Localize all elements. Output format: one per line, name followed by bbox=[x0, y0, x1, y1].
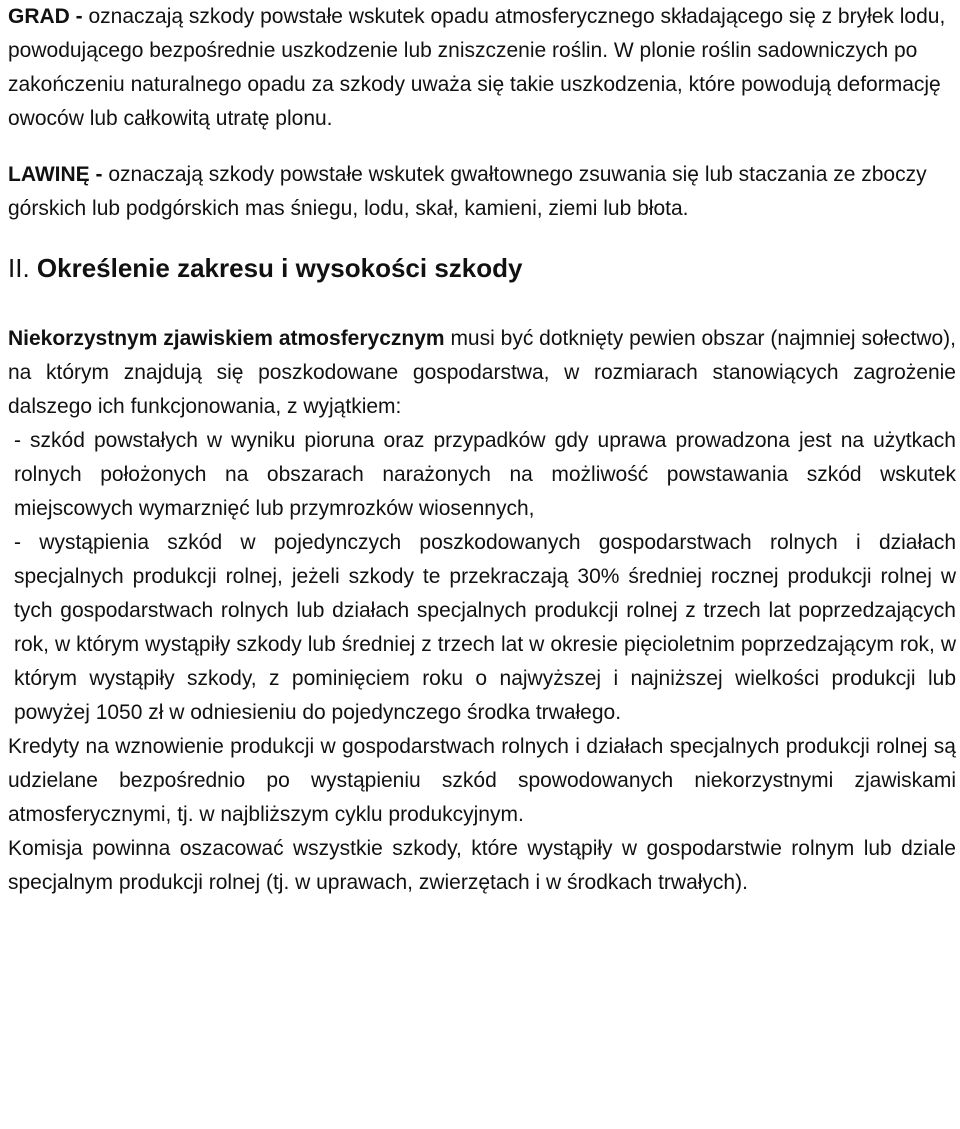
term-niekorzystnym: Niekorzystnym zjawiskiem atmosferycznym bbox=[8, 327, 445, 350]
exception-item-1: - szkód powstałych w wyniku pioruna oraz przypadków gdy uprawa prowadzona jest na użytkach rolnych położonych na obszarach narażonych na możliwość powstawania szkód wskutek miejscowych wymarznięć lub przymrozków wiosennych, bbox=[14, 429, 956, 520]
exception-item-2: - wystąpienia szkód w pojedynczych poszkodowanych gospodarstwach rolnych i działach specjalnych produkcji rolnej, jeżeli szkody te przekraczają 30% średniej rocznej produkcji rolnej w tych gospodarstwach rolnych lub działach specjalnych produkcji rolnej z trzech lat poprzedzających rok, w którym wystąpiły szkody lub średniej z trzech lat w okresie pięcioletnim poprzedzającym rok, w którym wystąpiły szkody, z pominięciem roku o najwyższej i najniższej wielkości produkcji lub powyżej 1050 zł w odniesieniu do pojedynczego środka trwałego. bbox=[14, 531, 956, 724]
paragraph-niekorzystnym-text: musi być dotknięty pewien obszar (najmniej sołectwo), na którym znajdują się poszkodowane gospodarstwa, w rozmiarach stanowiących zagrożenie dalszego ich funkcjonowania, z wyjątkiem: bbox=[8, 327, 956, 418]
definition-lawine-text: oznaczają szkody powstałe wskutek gwałtownego zsuwania się lub staczania ze zboczy górskich lub podgórskich mas śniegu, lodu, skał, kamieni, ziemi lub błota. bbox=[8, 163, 927, 220]
term-lawine: LAWINĘ - bbox=[8, 163, 103, 186]
definition-grad-text: oznaczają szkody powstałe wskutek opadu atmosferycznego składającego się z bryłek lodu, powodującego bezpośrednie uszkodzenie lub zniszczenie roślin. W plonie roślin sadowniczych po zakończeniu naturalnego opadu za szkody uważa się takie uszkodzenia, które powodują deformację owoców lub całkowitą utratę plonu. bbox=[8, 5, 946, 130]
definition-lawine bbox=[8, 158, 956, 226]
term-grad: GRAD - bbox=[8, 5, 83, 28]
section-title: Określenie zakresu i wysokości szkody bbox=[29, 253, 523, 283]
paragraph-komisja: Komisja powinna oszacować wszystkie szkody, które wystąpiły w gospodarstwie rolnym lub dziale specjalnym produkcji rolnej (tj. w uprawach, zwierzętach i w środkach trwałych). bbox=[8, 837, 956, 894]
section-number: II. bbox=[8, 253, 30, 283]
document-page bbox=[8, 0, 956, 900]
paragraph-niekorzystnym bbox=[8, 322, 956, 424]
section-heading bbox=[8, 248, 956, 288]
paragraph-kredyty: Kredyty na wznowienie produkcji w gospodarstwach rolnych i działach specjalnych produkcji rolnej są udzielane bezpośrednio po wystąpieniu szkód spowodowanych niekorzystnymi zjawiskami atmosferycznymi, tj. w najbliższym cyklu produkcyjnym. bbox=[8, 735, 956, 826]
definition-grad bbox=[8, 0, 956, 136]
